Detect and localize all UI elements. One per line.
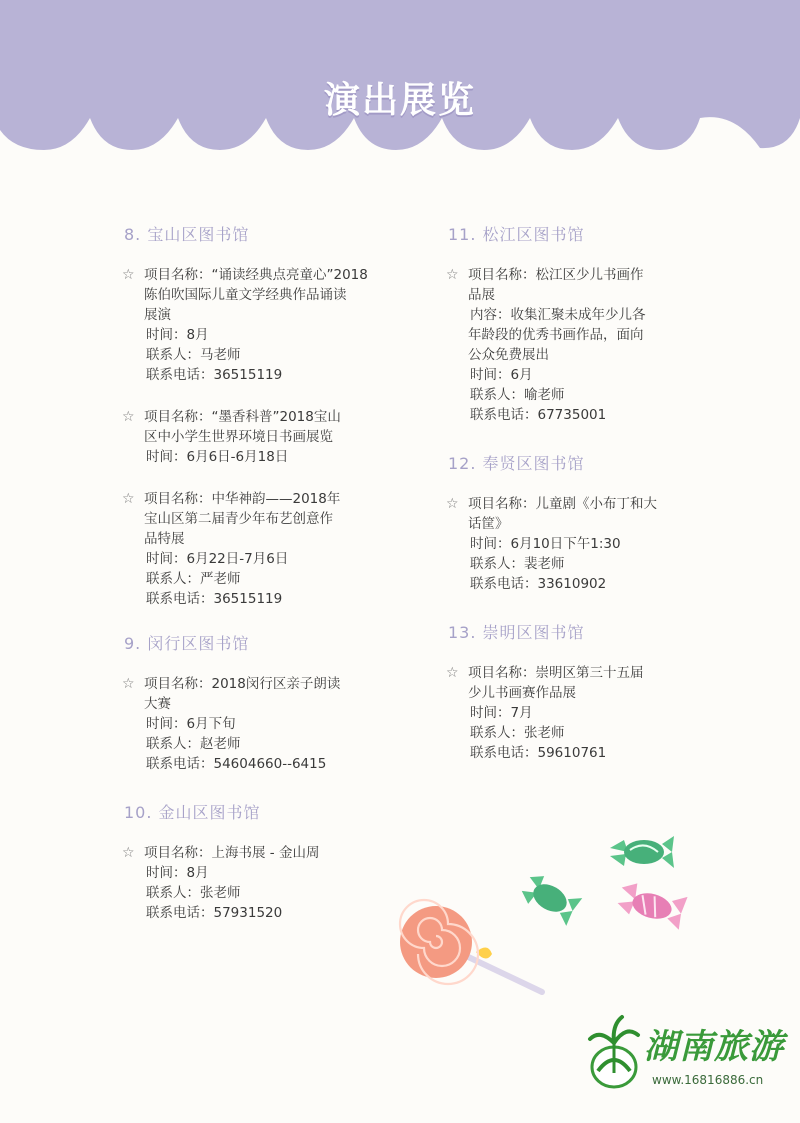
star-icon: ☆	[446, 267, 459, 283]
list-item	[122, 265, 392, 385]
item-line: 陈伯吹国际儿童文学经典作品诵读	[144, 287, 347, 303]
lollipop-icon	[400, 900, 542, 992]
list-item	[122, 407, 392, 467]
item-line: 联系人：喻老师	[470, 387, 565, 403]
green-candy-icon	[610, 836, 674, 868]
page-title: 演出展览	[323, 80, 476, 121]
item-line: 联系人：严老师	[146, 571, 241, 587]
item-line: 时间：7月	[470, 705, 533, 721]
star-icon: ☆	[122, 491, 135, 507]
item-line: 联系电话：67735001	[470, 407, 607, 423]
list-item	[446, 494, 736, 594]
item-line: 品展	[468, 287, 495, 303]
item-line: 时间：6月22日-7月6日	[146, 551, 289, 567]
section-title: 9. 闵行区图书馆	[124, 634, 250, 653]
item-line: 联系电话：54604660--6415	[146, 756, 327, 772]
item-line: 话筐》	[468, 516, 509, 532]
item-line: 项目名称：儿童剧《小布丁和大	[468, 496, 657, 512]
star-icon: ☆	[446, 496, 459, 512]
section-jinshan	[122, 800, 392, 923]
section-songjiang	[446, 222, 736, 425]
section-chongming	[446, 620, 736, 763]
item-line: 区中小学生世界环境日书画展览	[144, 429, 333, 445]
watermark-url: www.16816886.cn	[652, 1073, 764, 1087]
star-icon: ☆	[122, 676, 135, 692]
list-item	[446, 663, 736, 763]
item-line: 公众免费展出	[468, 347, 549, 363]
item-line: 联系电话：36515119	[146, 591, 283, 607]
item-line: 项目名称：松江区少儿书画作	[468, 267, 644, 283]
item-line: 联系人：赵老师	[146, 736, 241, 752]
left-column	[122, 222, 392, 949]
item-line: 项目名称：“诵读经典点亮童心”2018	[144, 267, 368, 283]
item-line: 时间：8月	[146, 865, 209, 881]
item-line: 展演	[144, 307, 171, 323]
item-line: 年龄段的优秀书画作品，面向	[468, 327, 644, 343]
section-title: 11. 松江区图书馆	[448, 225, 585, 244]
item-line: 时间：6月	[470, 367, 533, 383]
right-column	[446, 222, 736, 789]
list-item	[446, 265, 736, 425]
item-line: 时间：6月下旬	[146, 716, 236, 732]
item-line: 大赛	[144, 696, 171, 712]
item-line: 项目名称：崇明区第三十五届	[468, 665, 644, 681]
item-line: 项目名称：上海书展 - 金山周	[144, 845, 320, 861]
section-fengxian	[446, 451, 736, 594]
item-line: 联系人：马老师	[146, 347, 241, 363]
green-candy-icon	[518, 870, 582, 926]
item-line: 品特展	[144, 531, 185, 547]
watermark-text: 湖南旅游	[644, 1027, 784, 1067]
item-line: 时间：6月10日下午1:30	[470, 536, 621, 552]
section-title: 12. 奉贤区图书馆	[448, 454, 585, 473]
list-item	[122, 674, 392, 774]
item-line: 内容：收集汇聚未成年少儿各	[470, 307, 646, 323]
item-line: 时间：8月	[146, 327, 209, 343]
item-line: 联系电话：57931520	[146, 905, 283, 921]
item-line: 项目名称：中华神韵——2018年	[144, 491, 341, 507]
list-item	[122, 843, 392, 923]
section-minhang	[122, 631, 392, 774]
star-icon: ☆	[122, 409, 135, 425]
pink-candy-icon	[615, 880, 688, 930]
item-line: 联系人：张老师	[470, 725, 565, 741]
star-icon: ☆	[122, 845, 135, 861]
item-line: 项目名称：“墨香科普”2018宝山	[144, 409, 341, 425]
item-line: 联系人：裴老师	[470, 556, 565, 572]
item-line: 少儿书画赛作品展	[468, 685, 576, 701]
item-line: 宝山区第二届青少年布艺创意作	[144, 511, 333, 527]
item-line: 联系电话：59610761	[470, 745, 607, 761]
section-baoshan	[122, 222, 392, 609]
item-line: 时间：6月6日-6月18日	[146, 449, 289, 465]
list-item	[122, 489, 392, 609]
watermark	[586, 1011, 786, 1103]
item-line: 联系电话：33610902	[470, 576, 607, 592]
star-icon: ☆	[446, 665, 459, 681]
palm-logo-icon	[586, 1011, 642, 1091]
section-title: 13. 崇明区图书馆	[448, 623, 585, 642]
star-icon: ☆	[122, 267, 135, 283]
candy-decoration	[396, 830, 726, 1020]
section-title: 10. 金山区图书馆	[124, 803, 261, 822]
item-line: 联系人：张老师	[146, 885, 241, 901]
item-line: 联系电话：36515119	[146, 367, 283, 383]
item-line: 项目名称：2018闵行区亲子朗读	[144, 676, 341, 692]
section-title: 8. 宝山区图书馆	[124, 225, 250, 244]
